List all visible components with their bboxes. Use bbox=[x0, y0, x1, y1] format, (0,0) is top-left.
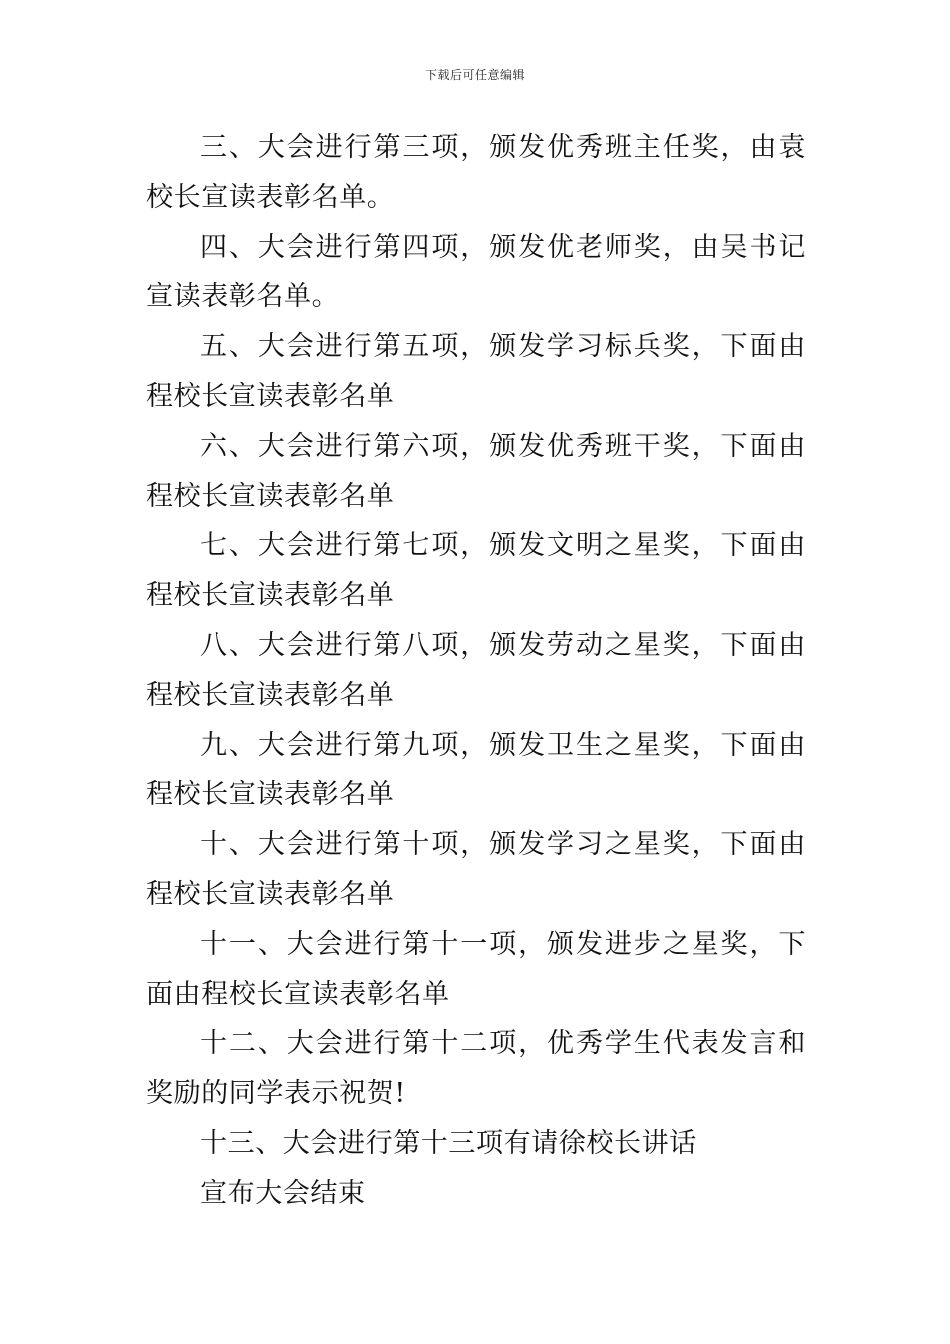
paragraph-item-10: 十、大会进行第十项，颁发学习之星奖，下面由程校长宣读表彰名单 bbox=[146, 829, 806, 910]
paragraph-item-12: 十二、大会进行第十二项，优秀学生代表发言和奖励的同学表示祝贺! bbox=[146, 1028, 806, 1110]
paragraph-item-9: 九、大会进行第九项，颁发卫生之星奖，下面由程校长宣读表彰名单 bbox=[146, 729, 806, 811]
paragraph-item-3: 三、大会进行第三项，颁发优秀班主任奖，由袁校长宣读表彰名单。 bbox=[146, 132, 806, 213]
paragraph-item-8: 八、大会进行第八项，颁发劳动之星奖，下面由程校长宣读表彰名单 bbox=[146, 629, 806, 711]
header-note: 下载后可任意编辑 bbox=[424, 68, 525, 82]
paragraph-item-6: 六、大会进行第六项，颁发优秀班干奖，下面由程校长宣读表彰名单 bbox=[146, 430, 806, 512]
paragraph-closing: 宣布大会结束 bbox=[200, 1177, 366, 1209]
document-body bbox=[146, 123, 806, 1219]
paragraph-item-7: 七、大会进行第七项，颁发文明之星奖，下面由程校长宣读表彰名单 bbox=[146, 530, 806, 612]
paragraph-item-5: 五、大会进行第五项，颁发学习标兵奖，下面由程校长宣读表彰名单 bbox=[146, 331, 806, 412]
paragraph-item-13: 十三、大会进行第十三项有请徐校长讲话 bbox=[200, 1127, 697, 1159]
paragraph-item-11: 十一、大会进行第十一项，颁发进步之星奖，下面由程校长宣读表彰名单 bbox=[146, 928, 806, 1010]
paragraph-item-4: 四、大会进行第四项，颁发优老师奖，由吴书记宣读表彰名单。 bbox=[146, 231, 806, 313]
